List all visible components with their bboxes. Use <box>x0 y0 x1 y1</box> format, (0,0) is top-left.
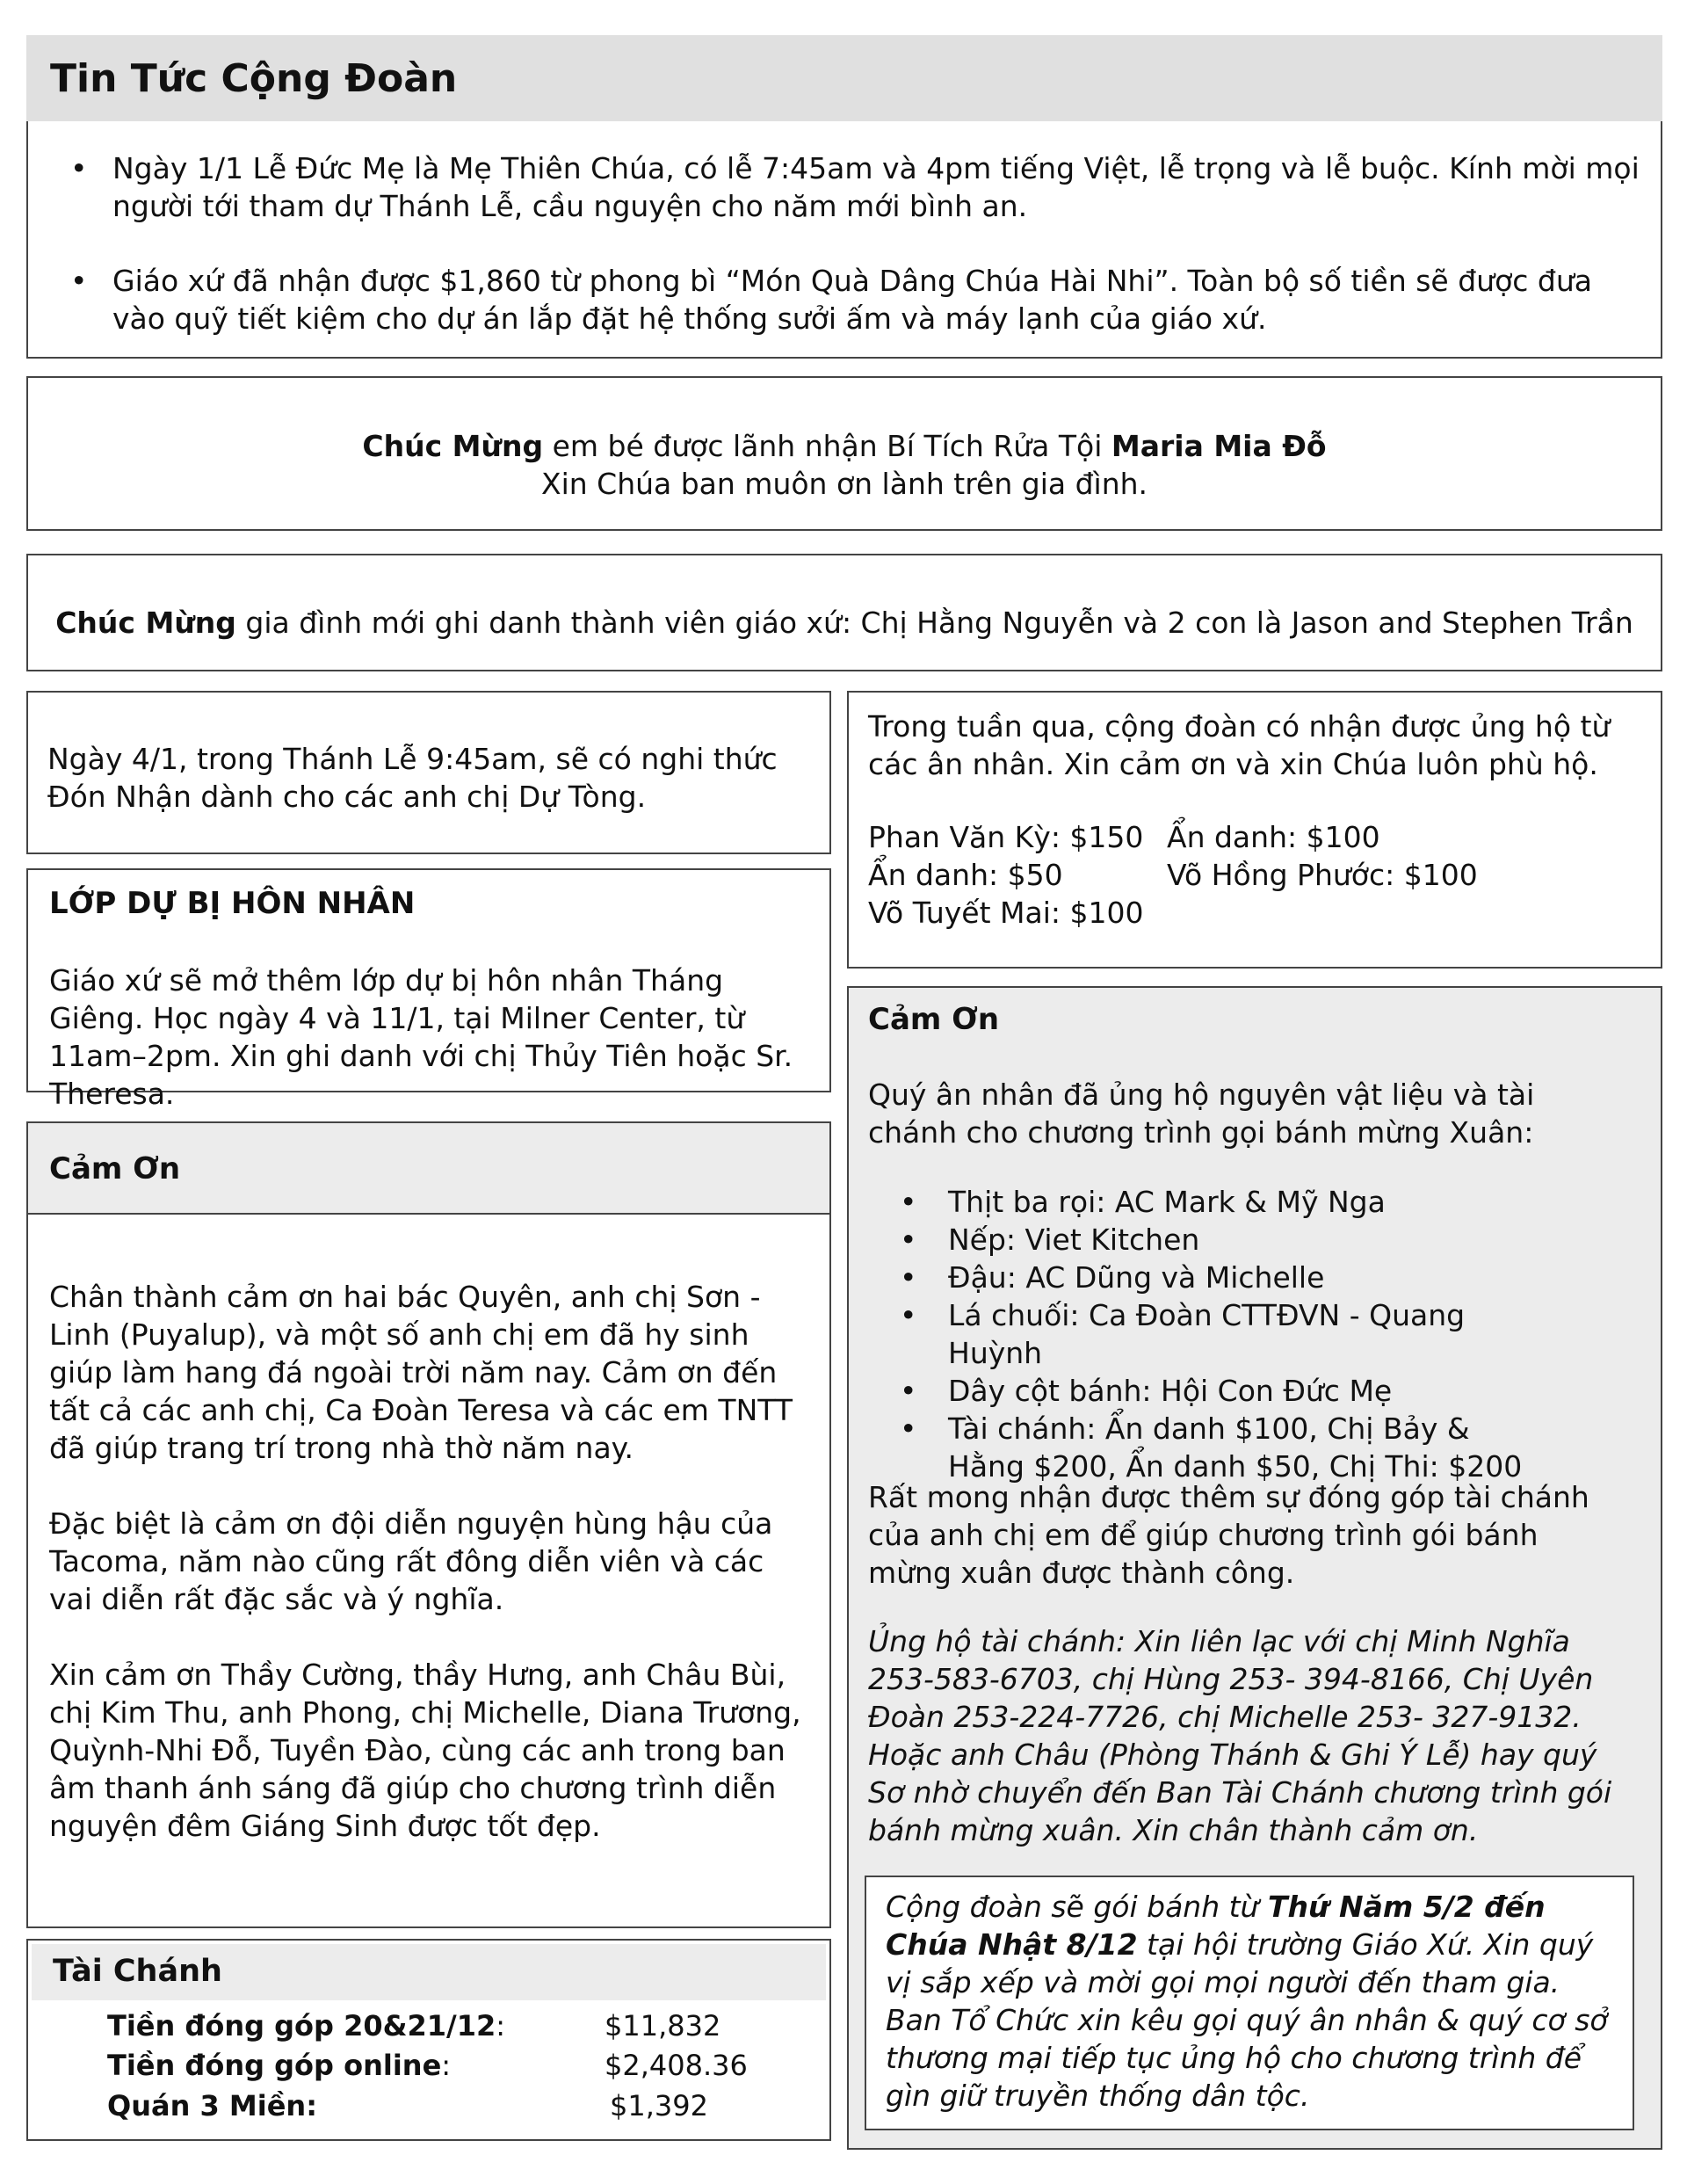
marriage-prep-box <box>26 868 831 1111</box>
header-bar <box>26 35 1662 121</box>
baptism-line2: Xin Chúa ban muôn ơn lành trên gia đình. <box>540 467 1148 501</box>
donors-left-column <box>868 818 1143 932</box>
baptism-lead: Chúc Mừng <box>362 429 544 463</box>
baptism-text: em bé được lãnh nhận Bí Tích Rửa Tội <box>543 429 1111 463</box>
catechumen-text: Ngày 4/1, trong Thánh Lễ 9:45am, sẽ có nghi thức Đón Nhận dành cho các anh chị Dự Tòng. <box>47 742 778 814</box>
marriage-prep-text: Giáo xứ sẽ mở thêm lớp dự bị hôn nhân Tháng Giêng. Học ngày 4 và 11/1, tại Milner Center, từ 11am–2pm. Xin ghi danh với chị Thủy Tiên hoặc Sr. Theresa. <box>49 963 793 1111</box>
thanks-left-box <box>26 1121 831 1928</box>
finance-row-label: Tiền đóng góp 20&21/12: <box>107 2009 506 2043</box>
supply-item: • Lá chuối: Ca Đoàn CTTĐVN - Quang Huỳnh <box>849 1296 1552 1372</box>
news-list <box>54 149 1645 337</box>
supplies-list <box>849 1183 1552 1485</box>
thanks-right-box <box>847 986 1662 2150</box>
event-dates: Thứ Năm 5/2 đến Chúa Nhật 8/12 <box>886 1890 1546 1962</box>
news-box <box>26 121 1662 359</box>
donors-right-column <box>1167 818 1478 894</box>
thanks-left-paragraph: Đặc biệt là cảm ơn đội diễn nguyện hùng hậu của Tacoma, năm nào cũng rất đông diễn viên và các vai diễn rất đặc sắc và ý nghĩa. <box>49 1506 773 1616</box>
new-family-line <box>28 604 1661 642</box>
supply-item: • Nếp: Viet Kitchen <box>849 1221 1552 1259</box>
finance-header <box>32 1944 826 2000</box>
baptism-name: Maria Mia Đỗ <box>1111 429 1327 463</box>
event-box <box>865 1876 1634 2130</box>
finance-row-label: Tiền đóng góp online: <box>107 2049 452 2082</box>
donors-box <box>847 691 1662 969</box>
catechumen-box <box>26 691 831 854</box>
finance-row-label: Quán 3 Miền: <box>107 2089 317 2122</box>
new-family-text: gia đình mới ghi danh thành viên giáo xứ: Chị Hằng Nguyễn và 2 con là Jason and Stephen Trần <box>235 606 1633 640</box>
supply-item: • Tài chánh: Ẩn danh $100, Chị Bảy & Hằng $200, Ẩn danh $50, Chị Thi: $200 <box>849 1410 1552 1485</box>
new-family-box <box>26 554 1662 671</box>
thanks-left-title: Cảm Ơn <box>49 1151 181 1186</box>
donor-entry: Ẩn danh: $100 <box>1167 820 1380 854</box>
donor-entry: Võ Hồng Phước: $100 <box>1167 858 1478 892</box>
supply-item: • Đậu: AC Dũng và Michelle <box>849 1259 1552 1296</box>
thanks-left-paragraph: Xin cảm ơn Thầy Cường, thầy Hưng, anh Châu Bùi, chị Kim Thu, anh Phong, chị Michelle, Diana Trương, Quỳnh-Nhi Đỗ, Tuyền Đào, cùng các anh trong ban âm thanh ánh sáng đã giúp cho chương trình diễn nguyện đêm Giáng Sinh được tốt đẹp. <box>49 1658 801 1843</box>
thanks-left-paragraph: Chân thành cảm ơn hai bác Quyên, anh chị Sơn - Linh (Puyalup), và một số anh chị em đã hy sinh giúp làm hang đá ngoài trời năm nay. Cảm ơn đến tất cả các anh chị, Ca Đoàn Teresa và các em TNTT đã giúp trang trí trong nhà thờ năm nay. <box>49 1280 793 1465</box>
baptism-line1 <box>28 427 1661 465</box>
thanks-right-intro: Quý ân nhân đã ủng hộ nguyên vật liệu và tài chánh cho chương trình gọi bánh mừng Xuân: <box>868 1077 1535 1150</box>
new-family-lead: Chúc Mừng <box>55 606 236 640</box>
thanks-right-closing: Rất mong nhận được thêm sự đóng góp tài chánh của anh chị em để giúp chương trình gói bánh mừng xuân được thành công. <box>868 1480 1589 1590</box>
marriage-prep-title: LỚP DỰ BỊ HÔN NHÂN <box>49 886 416 921</box>
finance-row-value: $2,408.36 <box>605 2049 748 2082</box>
thanks-left-header <box>28 1123 829 1215</box>
finance-row-value: $1,392 <box>610 2089 708 2122</box>
thanks-right-title: Cảm Ơn <box>868 1002 1000 1037</box>
supply-item: • Thịt ba rọi: AC Mark & Mỹ Nga <box>849 1183 1552 1221</box>
page-title: Tin Tức Cộng Đoàn <box>50 56 458 101</box>
donor-entry: Võ Tuyết Mai: $100 <box>868 896 1144 930</box>
donor-entry: Phan Văn Kỳ: $150 <box>868 820 1144 854</box>
news-item: • Giáo xứ đã nhận được $1,860 từ phong bì “Món Quà Dâng Chúa Hài Nhi”. Toàn bộ số tiền sẽ được đưa vào quỹ tiết kiệm cho dự án lắp đặt hệ thống sưởi ấm và máy lạnh của giáo xứ. <box>54 262 1645 337</box>
finance-box <box>26 1939 831 2141</box>
finance-title: Tài Chánh <box>53 1954 222 1989</box>
news-item: • Ngày 1/1 Lễ Đức Mẹ là Mẹ Thiên Chúa, có lễ 7:45am và 4pm tiếng Việt, lễ trọng và lễ buộc. Kính mời mọi người tới tham dự Thánh Lễ, cầu nguyện cho năm mới bình an. <box>54 149 1645 225</box>
event-text: Cộng đoàn sẽ gói bánh từ Thứ Năm 5/2 đến Chúa Nhật 8/12 tại hội trường Giáo Xứ. Xin quý vị sắp xếp và mời gọi mọi người đến tham gia. Ban Tổ Chức xin kêu gọi quý ân nhân & quý cơ sở thương mại tiếp tục ủng hộ cho chương trình để gìn giữ truyền thống dân tộc. <box>886 1890 1608 2113</box>
donors-intro: Trong tuần qua, cộng đoàn có nhận được ủng hộ từ các ân nhân. Xin cảm ơn và xin Chúa luôn phù hộ. <box>868 709 1611 781</box>
donor-entry: Ẩn danh: $50 <box>868 858 1063 892</box>
finance-contact-info: Ủng hộ tài chánh: Xin liên lạc với chị Minh Nghĩa 253-583-6703, chị Hùng 253- 394-8166, Chị Uyên Đoàn 253-224-7726, chị Michelle 253- 327-9132. Hoặc anh Châu (Phòng Thánh & Ghi Ý Lễ) hay quý Sơ nhờ chuyển đến Ban Tài Chánh chương trình gói bánh mừng xuân. Xin chân thành cảm ơn. <box>868 1624 1612 1847</box>
baptism-box <box>26 376 1662 531</box>
supply-item: • Dây cột bánh: Hội Con Đức Mẹ <box>849 1372 1552 1410</box>
finance-row-value: $11,832 <box>605 2009 721 2043</box>
